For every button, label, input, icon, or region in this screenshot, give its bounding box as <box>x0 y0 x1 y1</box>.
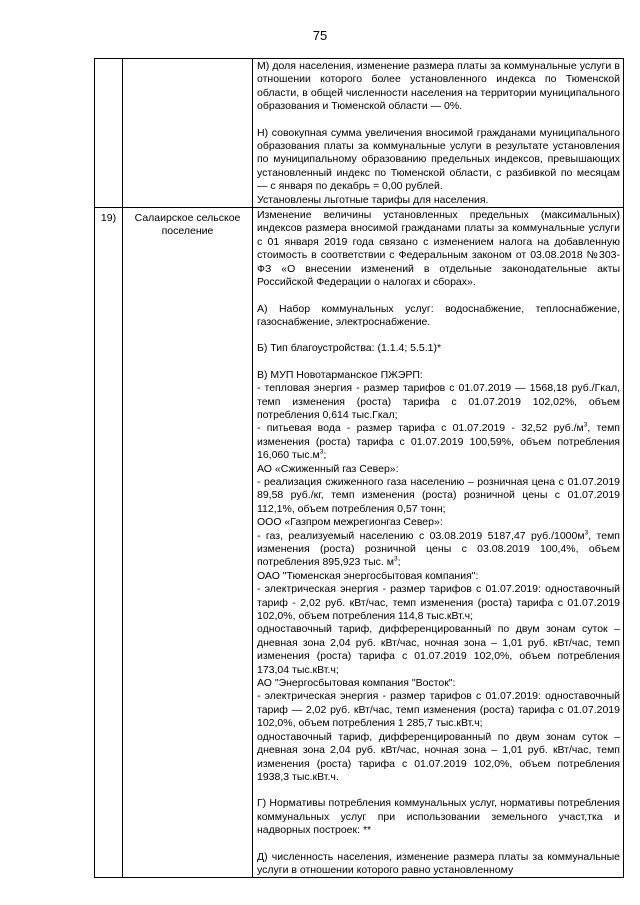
table-row <box>95 208 624 878</box>
section-g: Г) Нормативы потребления коммунальных услуг, нормативы потребления коммунальных услуг при использовании земельного участ,тка и надворных построек: ** <box>257 797 620 837</box>
settlement-name: Салаирское сельское поселение <box>134 212 241 238</box>
water-tariff: - питьевая вода - размер тарифа с 01.07.2019 - 32,52 $руб./м^3$, темп изменения (роста) тарифа с 01.07.2019 100,59%, объем потребления 16,060 $тыс.м^3$; <box>257 421 620 462</box>
liquefied-gas-org: АО «Сжиженный газ Север»: <box>257 462 399 475</box>
content-cell <box>253 59 624 208</box>
vostok-org: АО "Энергосбытовая компания "Восток": <box>257 677 456 690</box>
section-b: Б) Тип благоустройства: (1.1.4; 5.5.1)* <box>257 342 442 355</box>
row-number-cell <box>95 59 123 208</box>
tesk-org: ОАО "Тюменская энергосбытовая компания": <box>257 569 479 582</box>
electricity-diff-tariff-1: одноставочный тариф, дифференцированный по двум зонам суток – дневная зона 2,04 руб. кВт/час, ночная зона – 1,01 руб. кВт/час, темп изменения (роста) тарифа с 01.07.2019 102,0%, объем потребления 173,04 тыс.кВт.ч; <box>257 623 620 676</box>
section-d: Д) численность населения, изменение размера платы за коммунальные услуги в отношении которого равно установленному <box>257 850 620 876</box>
section-n: Н) совокупная сумма увеличения вносимой гражданами муниципального образования платы за коммунальные услуги в результате установления по муниципальному образованию предельных индексов, превышающих установленный индекс по Тюменской области, с разбивкой по месяцам — с января по декабрь = 0,00 рублей. <box>257 126 620 193</box>
gas-org: ООО «Газпром межрегионгаз Север»: <box>257 516 443 529</box>
gas-tariff: - газ, реализуемый населению с 03.08.2019 5187,47 $руб./1000м^3$, темп изменения (роста) розничной цены с 03.08.2019 100,4%, объем потребления 895,923 тыс. $м^3$; <box>257 529 620 569</box>
intro-paragraph: Изменение величины установленных предельных (максимальных) индексов размера вносимой гражданами платы за коммунальные услуги с 01 января 2019 года связано с изменением налога на добавленную стоимость в соответствии с Федеральным законом от 03.08.2018 №303-ФЗ «О внесении изменений в отдельные законодательные акты Российской Федерации о налогах и сборах». <box>257 209 620 289</box>
settlement-cell <box>123 59 253 208</box>
heat-tariff: - тепловая энергия - размер тарифов с 01.07.2019 — 1568,18 руб./Гкал, темп изменения (роста) тарифа с 01.07.2019 102,02%, объем потребления 0,614 тыс.Гкал; <box>257 382 620 421</box>
page-number: 75 <box>312 28 328 43</box>
tariff-table <box>94 58 624 878</box>
liquefied-gas-tariff: - реализация сжиженного газа населению – розничная цена с 01.07.2019 89,58 руб./кг, темп изменения (роста) розничной цены с 01.07.2019 112,1%, объем потребления 0,57 тонн; <box>257 475 620 515</box>
electricity-tariff-1: - электрическая энергия - размер тарифов с 01.07.2019: одноставочный тариф - 2,02 руб. кВт/час, темп изменения (роста) тарифа с 01.07.2019 102,0%, объем потребления 114,8 тыс.кВт.ч; <box>257 583 620 623</box>
row-number: 19) <box>100 212 117 225</box>
section-v-heading: В) МУП Новотарманское ПЖЭРП: <box>257 368 423 381</box>
electricity-tariff-2: - электрическая энергия - размер тарифов с 01.07.2019: одноставочный тариф — 2,02 руб. кВт/час, темп изменения (роста) тарифа с 01.07.2019 102,0%, объем потребления 1 285,7 тыс.кВт.ч; <box>257 690 620 730</box>
content-cell <box>253 208 624 878</box>
row-number-cell <box>95 208 123 878</box>
electricity-diff-tariff-2: одноставочный тариф, дифференцированный по двум зонам суток – дневная зона 2,04 руб. кВт/час, ночная зона – 1,01 руб. кВт/час, темп изменения (роста) тарифа с 01.07.2019 102,0%, объем потребления 1938,3 тыс.кВт.ч. <box>257 730 620 783</box>
benefit-note: Установлены льготные тарифы для населения. <box>257 193 489 206</box>
table-row <box>95 59 624 208</box>
settlement-cell <box>123 208 253 878</box>
section-a: А) Набор коммунальных услуг: водоснабжение, теплоснабжение, газоснабжение, электроснабжение. <box>257 302 620 328</box>
section-m: М) доля населения, изменение размера платы за коммунальные услуги в отношении которого более установленного индекса по Тюменской области, в общей численности населения на территории муниципального образования и Тюменской области — 0%. <box>257 60 620 113</box>
